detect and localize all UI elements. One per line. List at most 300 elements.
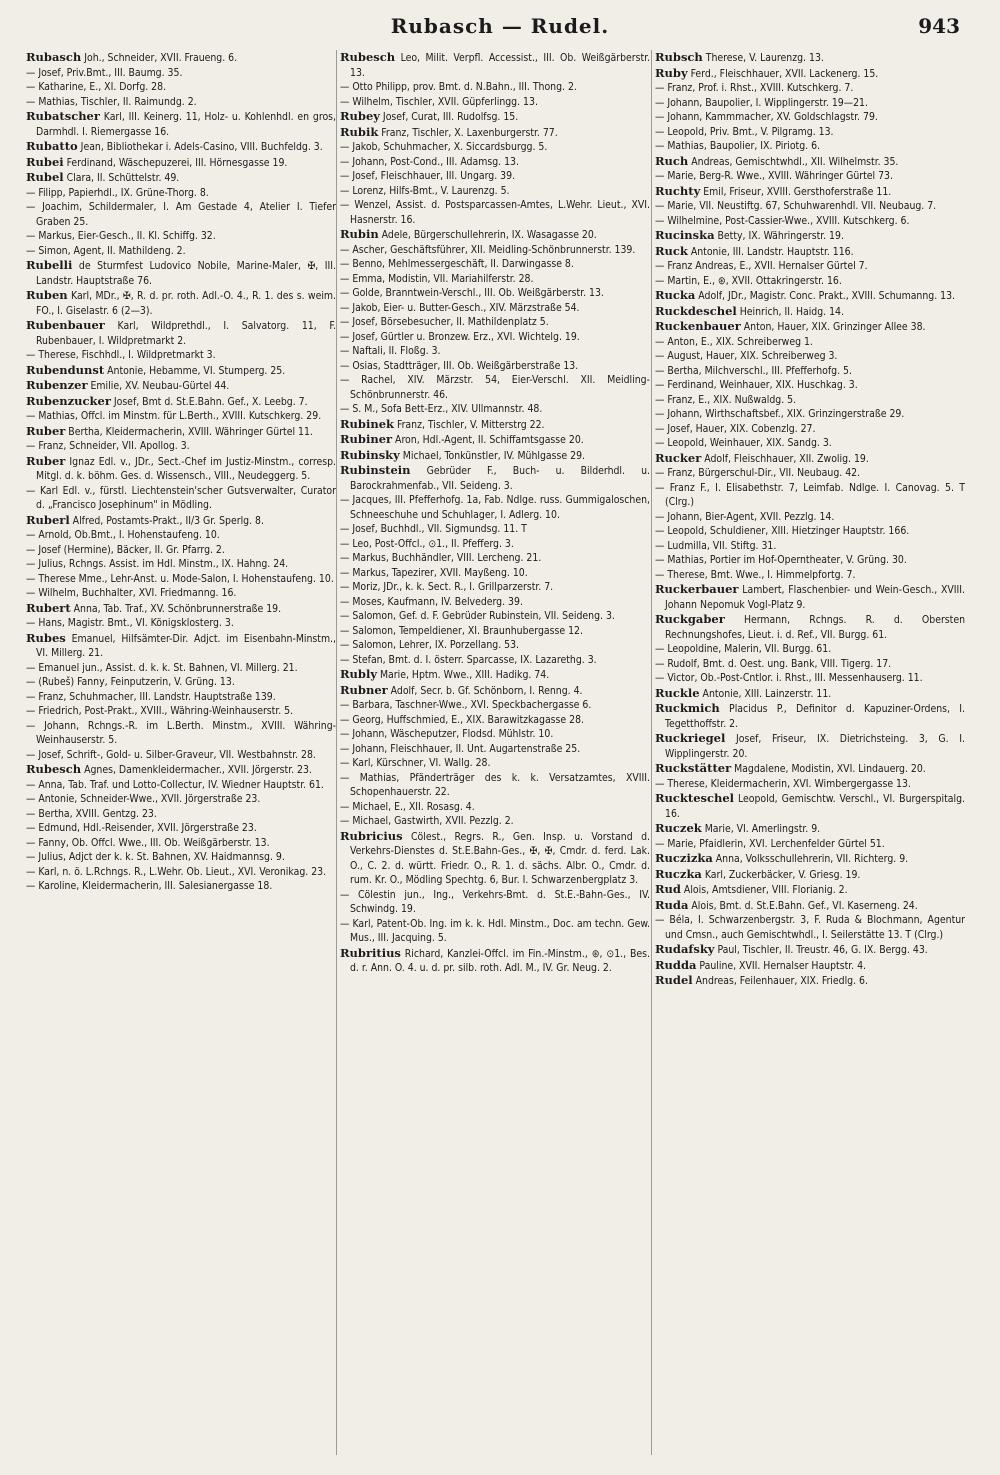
entry-surname: Ruckdeschel [655, 303, 737, 318]
entry-text: Emilie, XV. Neubau-Gürtel 44. [87, 380, 230, 392]
directory-entry [340, 595, 650, 610]
entry-text: — Therese, Bmt. Wwe., I. Himmelpfortg. 7. [655, 568, 856, 581]
entry-text: — Franz, E., XIX. Nußwaldg. 5. [655, 393, 797, 406]
directory-entry [340, 432, 650, 448]
directory-entry [340, 551, 650, 566]
entry-surname: Ruchty [655, 183, 701, 198]
directory-entry [655, 66, 965, 82]
entry-text: — Julius, Rchngs. Assist. im Hdl. Minstm., IX. Hahng. 24. [26, 558, 289, 570]
directory-entry [340, 140, 650, 155]
entry-text: — Salomon, Tempeldiener, XI. Braunhubergasse 12. [340, 624, 583, 637]
directory-entry [655, 125, 965, 140]
directory-entry [340, 698, 650, 713]
directory-entry [655, 154, 965, 170]
directory-entry [26, 95, 336, 110]
entry-text: — Franz, Bürgerschul-Dir., VII. Neubaug. 42. [655, 467, 861, 479]
entry-text: Heinrich, II. Haidg. 14. [736, 305, 844, 318]
directory-entry [340, 373, 650, 402]
entry-text: Andreas, Gemischtwhdl., XII. Wilhelmstr. 35. [688, 155, 899, 168]
directory-entry [655, 364, 965, 379]
directory-entry [340, 624, 650, 639]
directory-entry [26, 661, 336, 676]
directory-entry [340, 814, 650, 829]
directory-entry [655, 973, 965, 989]
directory-entry [655, 791, 965, 821]
column-divider [336, 50, 337, 1455]
directory-entry [340, 286, 650, 301]
entry-surname: Ruckenbauer [655, 319, 741, 333]
directory-entry [655, 553, 965, 568]
entry-text: Jean, Bibliothekar i. Adels-Casino, VIII. Buchfeldg. 3. [77, 141, 323, 153]
directory-entry [26, 572, 336, 587]
entry-surname: Rucker [655, 450, 702, 465]
entry-text: — Ferdinand, Weinhauer, XIX. Huschkag. 3. [655, 379, 858, 391]
entry-text: — Johann, Baupolier, I. Wipplingerstr. 19—21. [655, 96, 868, 109]
entry-text: — Antonie, Schneider-Wwe., XVII. Jörgerstraße 23. [26, 793, 261, 805]
entry-text: Karl, MDr., ✠, R. d. pr. roth. Adl.-O. 4., R. 1. des s. weim. FO., I. Giselastr. 6 (2—3). [36, 290, 336, 317]
entry-text: Josef, Bmt d. St.E.Bahn. Gef., X. Leebg. 7. [110, 395, 308, 408]
entry-text: Joh., Schneider, XVII. Fraueng. 6. [81, 52, 238, 64]
directory-entry [26, 186, 336, 201]
entry-surname: Rubasch [26, 50, 82, 64]
directory-entry [655, 867, 965, 883]
directory-entry [26, 631, 336, 661]
entry-text: — Katharine, E., XI. Dorfg. 28. [26, 81, 167, 93]
directory-entry [655, 349, 965, 364]
directory-entry [655, 481, 965, 510]
entry-text: — Wilhelm, Buchhalter, XVI. Friedmanng. 16. [26, 587, 237, 599]
entry-text: — Leo, Post-Offcl., ⊙1., II. Pfefferg. 3. [340, 537, 514, 550]
entry-surname: Rubenbauer [26, 318, 105, 332]
entry-text: Hermann, Rchngs. R. d. Obersten Rechnungshofes, Lieut. i. d. Ref., VII. Burgg. 61. [665, 614, 965, 641]
directory-entry [655, 436, 965, 451]
directory-entry [340, 771, 650, 800]
entry-text: — Mathias, Baupolier, IX. Piriotg. 6. [655, 140, 820, 152]
entry-text: — Wilhelmine, Post-Cassier-Wwe., XVIII. Kutschkerg. 6. [655, 214, 910, 227]
directory-entry [655, 451, 965, 467]
entry-surname: Ruckriegel [655, 731, 726, 745]
entry-text: Bertha, Kleidermacherin, XVIII. Währinger Gürtel 11. [65, 425, 313, 438]
entry-surname: Ruber [26, 423, 66, 438]
directory-entry [340, 638, 650, 653]
entry-text: Adele, Bürgerschullehrerin, IX. Wasagasse 20. [378, 229, 597, 241]
entry-surname: Rubinstein [340, 463, 411, 477]
directory-entry [26, 543, 336, 558]
directory-entry [655, 524, 965, 539]
entry-text: Franz, Tischler, X. Laxenburgerstr. 77. [378, 126, 558, 139]
entry-text: — S. M., Sofa Bett-Erz., XIV. Ullmannstr. 48. [340, 403, 543, 415]
directory-entry [26, 409, 336, 424]
entry-surname: Ruckteschel [655, 791, 735, 805]
directory-entry [26, 66, 336, 81]
directory-entry [26, 748, 336, 763]
entry-text: — Osias, Stadtträger, III. Ob. Weißgärberstraße 13. [340, 359, 579, 372]
directory-entry [340, 315, 650, 330]
entry-surname: Rudel [655, 973, 693, 987]
directory-entry [655, 96, 965, 111]
entry-text: — Johann, Rchngs.-R. im L.Berth. Minstm., XVIII. Währing-Weinhauserstr. 5. [26, 719, 336, 746]
entry-text: — Johann, Wirthschaftsbef., XIX. Grinzingerstraße 29. [655, 408, 905, 420]
entry-text: — Jacques, III. Pfefferhofg. 1a, Fab. Ndlge. russ. Gummigaloschen, Schneeschuhe und Schuhlager, I. Adlerg. 10. [340, 494, 650, 521]
directory-entry [340, 800, 650, 815]
entry-surname: Ruben [26, 288, 68, 302]
entry-text: Antonie, III. Landstr. Hauptstr. 116. [687, 245, 854, 258]
entry-text: Anna, Tab. Traf., XV. Schönbrunnerstraße 19. [70, 602, 282, 615]
directory-entry [340, 463, 650, 493]
entry-text: Emanuel, Hilfsämter-Dir. Adjct. im Eisenbahn-Minstm., VI. Millerg. 21. [36, 632, 336, 659]
directory-entry [26, 454, 336, 484]
entry-surname: Rubenzer [26, 378, 88, 392]
entry-text: — Mathias, Offcl. im Minstm. für L.Berth., XVIII. Kutschkerg. 29. [26, 410, 322, 422]
directory-entry [655, 50, 965, 66]
entry-text: Lambert, Flaschenbier- und Wein-Gesch., XVIII. Johann Nepomuk Vogl-Platz 9. [665, 584, 965, 611]
entry-text: — Filipp, Papierhdl., IX. Grüne-Thorg. 8. [26, 186, 209, 199]
entry-text: — Karl Edl. v., fürstl. Liechtenstein'scher Gutsverwalter, Curator d. „Francisco Josephinum" in Mödling. [26, 484, 336, 511]
entry-text: — Wenzel, Assist. d. Postsparcassen-Amtes, L.Wehr. Lieut., XVI. Hasnerstr. 16. [340, 199, 650, 226]
entry-text: — Karl, n. ö. L.Rchngs. R., L.Wehr. Ob. Lieut., XVI. Veronikag. 23. [26, 865, 327, 878]
directory-entry [340, 917, 650, 946]
entry-text: Cölest., Regrs. R., Gen. Insp. u. Vorstand d. Verkehrs-Dienstes d. St.E.Bahn-Ges., ✠, ✠, Cmdr. d. ferd. Lak. O., C. 2. d. württ. Friedr. O., R. 1. d. sächs. Albr. O., Cmdr. d. rum. Kr. O., Mödling Spechtg. 6, Bur. I. Schwarzenbergplatz 3. [350, 830, 650, 886]
entry-text: Michael, Tonkünstler, IV. Mühlgasse 29. [399, 449, 585, 462]
directory-entry [655, 466, 965, 481]
entry-text: Karl, Wildprethdl., I. Salvatorg. 11, F. Rubenbauer, I. Wildpretmarkt 2. [36, 320, 336, 347]
entry-text: Karl, III. Keinerg. 11, Holz- u. Kohlenhdl. en gros, Darmhdl. I. Riemergasse 16. [36, 111, 336, 138]
directory-entry [26, 378, 336, 394]
directory-entry [655, 110, 965, 125]
entry-surname: Rubly [340, 667, 378, 681]
entry-text: Marie, Hptm. Wwe., XIII. Hadikg. 74. [377, 669, 550, 681]
directory-entry [26, 318, 336, 348]
entry-surname: Ruda [655, 897, 689, 912]
entry-surname: Rubiner [340, 432, 393, 446]
entry-text: — Anton, E., XIX. Schreiberweg 1. [655, 335, 813, 348]
directory-entry [655, 701, 965, 731]
page-number: 943 [918, 14, 960, 38]
directory-entry [26, 394, 336, 410]
entry-surname: Rubel [26, 170, 64, 184]
directory-entry [340, 344, 650, 359]
directory-entry [655, 393, 965, 408]
directory-entry [340, 301, 650, 316]
entry-surname: Rubesch [26, 762, 82, 776]
directory-entry [26, 704, 336, 719]
directory-entry [655, 642, 965, 657]
entry-text: Antonie, Hebamme, VI. Stumperg. 25. [104, 364, 286, 377]
entry-text: — Salomon, Gef. d. F. Gebrüder Rubinstein, VII. Seideng. 3. [340, 610, 615, 622]
directory-entry [340, 359, 650, 374]
entry-surname: Rubricius [340, 828, 403, 843]
entry-text: — Salomon, Lehrer, IX. Porzellang. 53. [340, 639, 519, 651]
entry-text: Franz, Tischler, V. Mitterstrg 22. [393, 418, 545, 431]
entry-text: Agnes, Damenkleidermacher., XVII. Jörgerstr. 23. [81, 764, 312, 776]
entry-text: — Bertha, XVIII. Gentzg. 23. [26, 807, 157, 820]
entry-surname: Ruckstätter [655, 761, 732, 775]
directory-entry [26, 439, 336, 454]
entry-surname: Rubendunst [26, 362, 105, 377]
entry-text: Anna, Volksschullehrerin, VII. Richterg. 9. [712, 853, 909, 865]
entry-text: Adolf, Fleischhauer, XII. Zwolig. 19. [701, 452, 869, 465]
entry-surname: Rubenzucker [26, 393, 111, 408]
entry-text: — Mathias, Tischler, II. Raimundg. 2. [26, 95, 197, 108]
entry-surname: Ruckle [655, 685, 700, 700]
entry-text: — Leopoldine, Malerin, VII. Burgg. 61. [655, 643, 832, 655]
directory-entry [340, 50, 650, 80]
entry-surname: Rubritius [340, 945, 401, 960]
directory-entry [340, 417, 650, 433]
directory-entry [340, 448, 650, 464]
entry-surname: Ruber [26, 453, 66, 468]
entry-text: Ferd., Fleischhauer, XVII. Lackenerg. 15. [687, 67, 879, 80]
directory-entry [655, 568, 965, 583]
entry-text: — Emanuel jun., Assist. d. k. k. St. Bahnen, VI. Millerg. 21. [26, 661, 298, 674]
directory-entry [340, 125, 650, 141]
entry-surname: Rubei [26, 154, 64, 169]
directory-entry [655, 837, 965, 852]
entry-text: — Moriz, JDr., k. k. Sect. R., I. Grillparzerstr. 7. [340, 581, 554, 593]
directory-entry [26, 484, 336, 513]
entry-text: — Ascher, Geschäftsführer, XII. Meidling-Schönbrunnerstr. 139. [340, 243, 636, 256]
directory-entry [655, 539, 965, 554]
directory-entry [26, 80, 336, 95]
entry-text: Gebrüder F., Buch- u. Bilderhdl. u. Barockrahmenfab., VII. Seideng. 3. [350, 465, 650, 492]
entry-text: — Lorenz, Hilfs-Bmt., V. Laurenzg. 5. [340, 184, 510, 197]
entry-text: Marie, VI. Amerlingstr. 9. [701, 823, 821, 835]
entry-text: — Mathias, Portier im Hof-Operntheater, V. Grüng. 30. [655, 554, 907, 566]
directory-entry [340, 888, 650, 917]
directory-entry [340, 537, 650, 552]
directory-entry [26, 792, 336, 807]
directory-entry [26, 675, 336, 690]
directory-entry [655, 259, 965, 274]
directory-entry [655, 761, 965, 777]
directory-entry [655, 81, 965, 96]
entry-text: — Moses, Kaufmann, IV. Belvederg. 39. [340, 595, 523, 608]
directory-entry [340, 184, 650, 199]
entry-text: — Marie, VII. Neustiftg. 67, Schuhwarenhdl. VII. Neubaug. 7. [655, 200, 937, 212]
directory-entry [655, 942, 965, 958]
entry-surname: Rubinsky [340, 447, 400, 462]
entry-surname: Rubes [26, 630, 66, 645]
directory-entry [340, 609, 650, 624]
directory-entry [655, 319, 965, 335]
entry-text: — Benno, Mehlmessergeschäft, II. Darwingasse 8. [340, 258, 574, 270]
entry-text: — Therese, Kleidermacherin, XVI. Wimbergergasse 13. [655, 777, 911, 790]
entry-text: Anton, Hauer, XIX. Grinzinger Allee 38. [740, 321, 926, 333]
directory-entry [655, 288, 965, 304]
directory-entry [26, 155, 336, 171]
directory-entry [26, 586, 336, 601]
directory-entry [655, 958, 965, 974]
directory-entry [655, 582, 965, 612]
entry-text: — Johann, Kammmacher, XV. Goldschlagstr. 79. [655, 111, 878, 123]
entry-text: — Jakob, Eier- u. Butter-Gesch., XIV. Märzstraße 54. [340, 301, 580, 314]
entry-text: — Josef, Börsebesucher, II. Mathildenplatz 5. [340, 316, 549, 328]
directory-entry [26, 139, 336, 155]
entry-text: — Joachim, Schildermaler, I. Am Gestade 4, Atelier I. Tiefer Graben 25. [26, 201, 336, 228]
directory-entry [340, 109, 650, 125]
entry-surname: Rubinek [340, 416, 394, 431]
entry-text: Aron, Hdl.-Agent, II. Schiffamtsgasse 20. [392, 434, 584, 446]
entry-text: — Edmund, Hdl.-Reisender, XVII. Jörgerstraße 23. [26, 822, 257, 834]
directory-entry [26, 288, 336, 318]
entry-text: — Georg, Huffschmied, E., XIX. Barawitzkagasse 28. [340, 713, 585, 726]
entry-text: — Josef, Priv.Bmt., III. Baumg. 35. [26, 66, 183, 79]
entry-text: — Stefan, Bmt. d. I. österr. Sparcasse, IX. Lazarethg. 3. [340, 653, 597, 666]
directory-entry [26, 50, 336, 66]
entry-text: — Michael, E., XII. Rosasg. 4. [340, 800, 475, 813]
entry-text: Therese, V. Laurenzg. 13. [702, 52, 824, 64]
entry-text: Ferdinand, Wäschepuzerei, III. Hörnesgasse 19. [63, 156, 288, 169]
entry-text: — Rudolf, Bmt. d. Oest. ung. Bank, VIII. Tigerg. 17. [655, 657, 892, 670]
entry-surname: Rudafsky [655, 942, 715, 956]
directory-entry [655, 777, 965, 792]
entry-text: — Barbara, Taschner-Wwe., XVI. Speckbachergasse 6. [340, 699, 592, 711]
entry-text: — Therese, Fischhdl., I. Wildpretmarkt 3. [26, 349, 216, 361]
directory-entry [655, 378, 965, 393]
entry-text: — Therese Mme., Lehr-Anst. u. Mode-Salon, I. Hohenstaufeng. 10. [26, 572, 334, 585]
directory-entry [340, 727, 650, 742]
directory-entry [26, 528, 336, 543]
entry-surname: Ruckerbauer [655, 582, 739, 596]
entry-surname: Rubert [26, 600, 71, 615]
entry-text: — Franz, Schneider, VII. Apollog. 3. [26, 440, 190, 452]
entry-surname: Rubik [340, 124, 379, 139]
entry-text: Magdalene, Modistin, XVI. Lindauerg. 20. [731, 763, 926, 775]
entry-text: Adolf, JDr., Magistr. Conc. Prakt., XVIII. Schumanng. 13. [695, 290, 956, 302]
directory-entry [26, 778, 336, 793]
directory-entry [655, 169, 965, 184]
entry-surname: Ruczka [655, 866, 702, 881]
entry-text: — Josef, Hauer, XIX. Cobenzlg. 27. [655, 422, 816, 435]
entry-text: — Julius, Adjct der k. k. St. Bahnen, XV. Haidmannsg. 9. [26, 851, 285, 863]
directory-entry [655, 184, 965, 200]
entry-text: — Naftali, II. Floßg. 3. [340, 345, 441, 357]
directory-entry [26, 109, 336, 139]
entry-text: — Karoline, Kleidermacherin, III. Salesianergasse 18. [26, 880, 273, 892]
entry-text: — Leopold, Schuldiener, XIII. Hietzinger Hauptstr. 166. [655, 525, 910, 537]
directory-entry [655, 274, 965, 289]
entry-text: — Anna, Tab. Traf. und Lotto-Collectur, IV. Wiedner Hauptstr. 61. [26, 778, 324, 791]
directory-entry [26, 170, 336, 186]
entry-text: — Franz Andreas, E., XVII. Hernalser Gürtel 7. [655, 260, 868, 272]
entry-text: — Markus, Eier-Gesch., II. Kl. Schiffg. 32. [26, 230, 216, 242]
entry-text: — Franz, Schuhmacher, III. Landstr. Hauptstraße 139. [26, 690, 276, 703]
directory-entry [340, 522, 650, 537]
directory-entry [340, 946, 650, 976]
entry-text: — Josef, Schrift-, Gold- u. Silber-Graveur, VII. Westbahnstr. 28. [26, 748, 316, 761]
directory-entry [655, 304, 965, 320]
entry-text: — (Rubeš) Fanny, Feinputzerin, V. Grüng. 13. [26, 676, 235, 688]
entry-text: Josef, Curat, III. Rudolfsg. 15. [379, 111, 519, 123]
directory-entry [340, 80, 650, 95]
entry-surname: Rud [655, 882, 681, 896]
entry-text: — Victor, Ob.-Post-Cntlor. i. Rhst., III. Messenhauserg. 11. [655, 672, 923, 684]
entry-text: — Arnold, Ob.Bmt., I. Hohenstaufeng. 10. [26, 529, 220, 541]
entry-surname: Ruck [655, 243, 688, 258]
entry-text: Leo, Milit. Verpfl. Accessist., III. Ob. Weißgärberstr. 13. [350, 52, 650, 79]
directory-entry [655, 657, 965, 672]
entry-text: Clara, II. Schüttelstr. 49. [63, 172, 180, 184]
entry-text: — Leopold, Weinhauer, XIX. Sandg. 3. [655, 437, 832, 449]
entry-text: Emil, Friseur, XVIII. Gersthoferstraße 11. [700, 185, 892, 198]
directory-entry [26, 601, 336, 617]
directory-entry [655, 913, 965, 942]
entry-surname: Rubesch [340, 50, 396, 64]
directory-entry [655, 335, 965, 350]
directory-entry [340, 243, 650, 258]
entry-text: Adolf, Secr. b. Gf. Schönborn, I. Renng. 4. [387, 684, 583, 697]
directory-entry [655, 851, 965, 867]
entry-surname: Rubey [340, 109, 380, 123]
directory-entry [655, 731, 965, 761]
directory-entry [26, 762, 336, 778]
entry-text: Ignaz Edl. v., JDr., Sect.-Chef im Justiz-Minstm., corresp. Mitgl. d. k. böhm. Ges. d. Wissensch., VIII., Neudeggerg. 5. [36, 455, 336, 482]
directory-entry [26, 363, 336, 379]
entry-text: — Josef, Gürtler u. Bronzew. Erz., XVI. Wichtelg. 19. [340, 330, 580, 343]
directory-entry [655, 510, 965, 525]
directory-entry [340, 667, 650, 683]
entry-surname: Rubsch [655, 50, 703, 64]
directory-entry [655, 214, 965, 229]
directory-entry [340, 198, 650, 227]
entry-text: Leopold, Gemischtw. Verschl., VI. Burgerspitalg. 16. [665, 793, 965, 820]
entry-surname: Rubelli [26, 258, 73, 272]
entry-surname: Ruberl [26, 512, 70, 527]
entry-text: de Sturmfest Ludovico Nobile, Marine-Maler, ✠, III. Landstr. Hauptstraße 76. [36, 260, 336, 287]
entry-text: — Friedrich, Post-Prakt., XVIII., Währing-Weinhauserstr. 5. [26, 705, 294, 717]
directory-entry [26, 879, 336, 894]
entry-text: — Karl, Patent-Ob. Ing. im k. k. Hdl. Minstm., Doc. am techn. Gew. Mus., III. Jacquing. 5. [340, 917, 650, 944]
directory-entry [26, 513, 336, 529]
column-2 [340, 50, 650, 1460]
directory-entry [655, 821, 965, 837]
directory-entry [340, 742, 650, 757]
directory-entry [26, 348, 336, 363]
entry-text: — Johann, Wäscheputzer, Flodsd. Mühlstr. 10. [340, 728, 554, 740]
entry-text: — Fanny, Ob. Offcl. Wwe., III. Ob. Weißgärberstr. 13. [26, 836, 270, 849]
entry-text: Pauline, XVII. Hernalser Hauptstr. 4. [696, 959, 866, 972]
entry-text: — Mathias, Pfänderträger des k. k. Versatzamtes, XVIII. Schopenhauerstr. 22. [340, 771, 650, 798]
entry-text: — Leopold, Priv. Bmt., V. Pilgramg. 13. [655, 125, 834, 138]
directory-entry [655, 898, 965, 914]
entry-text: — Marie, Berg-R. Wwe., XVIII. Währinger Gürtel 73. [655, 170, 893, 182]
directory-entry [340, 169, 650, 184]
directory-entry [340, 580, 650, 595]
entry-text: — Josef (Hermine), Bäcker, II. Gr. Pfarrg. 2. [26, 543, 225, 556]
entry-text: — Cölestin jun., Ing., Verkehrs-Bmt. d. St.E.-Bahn-Ges., IV. Schwindg. 19. [340, 888, 650, 915]
directory-entry [26, 821, 336, 836]
entry-text: — Simon, Agent, II. Mathildeng. 2. [26, 244, 186, 257]
entry-text: — Michael, Gastwirth, XVII. Pezzlg. 2. [340, 815, 514, 827]
entry-text: Alois, Amtsdiener, VIII. Florianig. 2. [680, 884, 848, 896]
directory-entry [340, 653, 650, 668]
entry-text: — Bertha, Milchverschl., III. Pfefferhofg. 5. [655, 364, 852, 377]
directory-entry [655, 422, 965, 437]
entry-text: Betty, IX. Währingerstr. 19. [714, 230, 844, 242]
entry-surname: Rubatto [26, 139, 78, 153]
column-divider [651, 50, 652, 1455]
directory-entry [340, 402, 650, 417]
entry-text: — Markus, Tapezirer, XVII. Mayßeng. 10. [340, 566, 528, 579]
entry-surname: Rubner [340, 682, 388, 697]
directory-entry [26, 690, 336, 705]
entry-text: Paul, Tischler, II. Treustr. 46, G. IX. Bergg. 43. [714, 944, 928, 956]
entry-text: — Jakob, Schuhmacher, X. Siccardsburgg. 5. [340, 141, 548, 153]
entry-text: — Wilhelm, Tischler, XVII. Güpferlingg. 13. [340, 95, 538, 108]
directory-entry [655, 407, 965, 422]
entry-text: — Josef, Fleischhauer, III. Ungarg. 39. [340, 170, 516, 182]
entry-text: Placidus P., Definitor d. Kapuziner-Ordens, I. Tegetthoffstr. 2. [665, 703, 965, 730]
